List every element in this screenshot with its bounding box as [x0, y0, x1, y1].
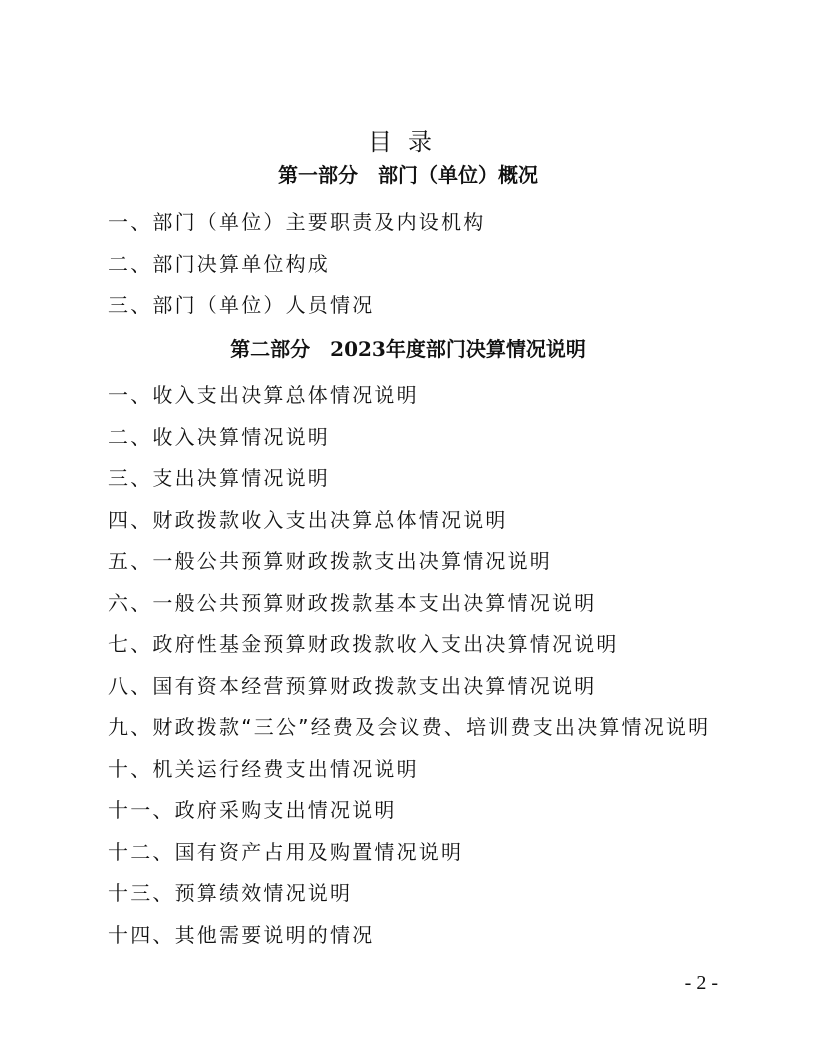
toc-item: 二、收入决算情况说明 [108, 424, 330, 449]
toc-item: 二、部门决算单位构成 [108, 251, 330, 276]
toc-item: 七、政府性基金预算财政拨款收入支出决算情况说明 [108, 632, 619, 656]
toc-item: 六、一般公共预算财政拨款基本支出决算情况说明 [108, 590, 597, 615]
page-title: 目录 [368, 128, 448, 156]
toc-item: 十二、国有资产占用及购置情况说明 [108, 839, 464, 864]
toc-item: 一、收入支出决算总体情况说明 [108, 383, 419, 407]
toc-item: 十四、其他需要说明的情况 [108, 922, 375, 947]
toc-item: 十一、政府采购支出情况说明 [108, 798, 397, 822]
toc-item: 五、一般公共预算财政拨款支出决算情况说明 [108, 549, 552, 573]
part-one-toc-list [108, 202, 748, 327]
toc-item: 四、财政拨款收入支出决算总体情况说明 [108, 507, 508, 532]
toc-item: 八、国有资本经营预算财政拨款支出决算情况说明 [108, 673, 597, 698]
toc-item: 十、机关运行经费支出情况说明 [108, 756, 419, 781]
toc-item: 九、财政拨款“三公”经费及会议费、培训费支出决算情况说明 [108, 715, 711, 739]
part-two-heading: 第二部分 2023年度部门决算情况说明 [230, 337, 586, 361]
part-two-toc-list [108, 375, 748, 956]
page-number: - 2 - [684, 972, 718, 994]
toc-item: 一、部门（单位）主要职责及内设机构 [108, 210, 486, 234]
toc-item: 三、部门（单位）人员情况 [108, 293, 375, 317]
part-one-heading: 第一部分 部门（单位）概况 [278, 163, 538, 187]
toc-item: 十三、预算绩效情况说明 [108, 881, 353, 905]
toc-item: 三、支出决算情况说明 [108, 466, 330, 490]
